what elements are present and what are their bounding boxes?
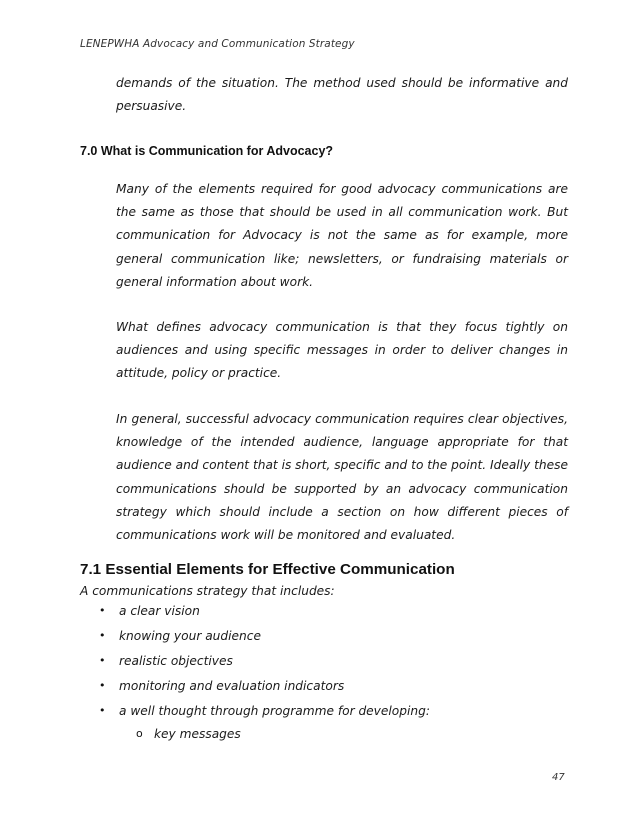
sub-list-item-text: key messages	[154, 727, 241, 741]
list-item-text: knowing your audience	[119, 629, 261, 643]
list-item-text: realistic objectives	[119, 654, 233, 668]
list-item-text: a well thought through programme for developing:	[119, 704, 430, 718]
section-7-0-paragraph-3: In general, successful advocacy communication requires clear objectives, knowledge of the intended audience, language appropriate for that audience and content that is short, specific and to the point. Ideally these communications should be supported by an advocacy communication strategy which should include a section on how different pieces of communications work will be monitored and evaluated.	[116, 412, 568, 543]
section-7-0-heading: 7.0 What is Communication for Advocacy?	[80, 144, 334, 158]
section-7-0-paragraph-1: Many of the elements required for good advocacy communications are the same as those that should be used in all communication work. But communication for Advocacy is not the same as for example, more general communication like; newsletters, or fundraising materials or general information about work.	[116, 182, 568, 289]
bullet-icon: •	[99, 629, 106, 642]
section-7-1-intro: A communications strategy that includes:	[80, 584, 335, 598]
section-7-1-heading: 7.1 Essential Elements for Effective Communication	[80, 561, 455, 578]
section-7-0-paragraph-2: What defines advocacy communication is that they focus tightly on audiences and using specific messages in order to deliver changes in attitude, policy or practice.	[116, 320, 568, 381]
page-number: 47	[552, 772, 565, 783]
running-header: LENEPWHA Advocacy and Communication Strategy	[80, 38, 355, 50]
list-item-text: monitoring and evaluation indicators	[119, 679, 345, 693]
bullet-icon: •	[99, 604, 106, 617]
continuation-paragraph: demands of the situation. The method used should be informative and persuasive.	[116, 76, 568, 114]
bullet-icon: •	[99, 654, 106, 667]
bullet-icon: •	[99, 704, 106, 717]
list-item-text: a clear vision	[119, 604, 200, 618]
sub-bullet-icon: o	[136, 727, 143, 740]
bullet-icon: •	[99, 679, 106, 692]
